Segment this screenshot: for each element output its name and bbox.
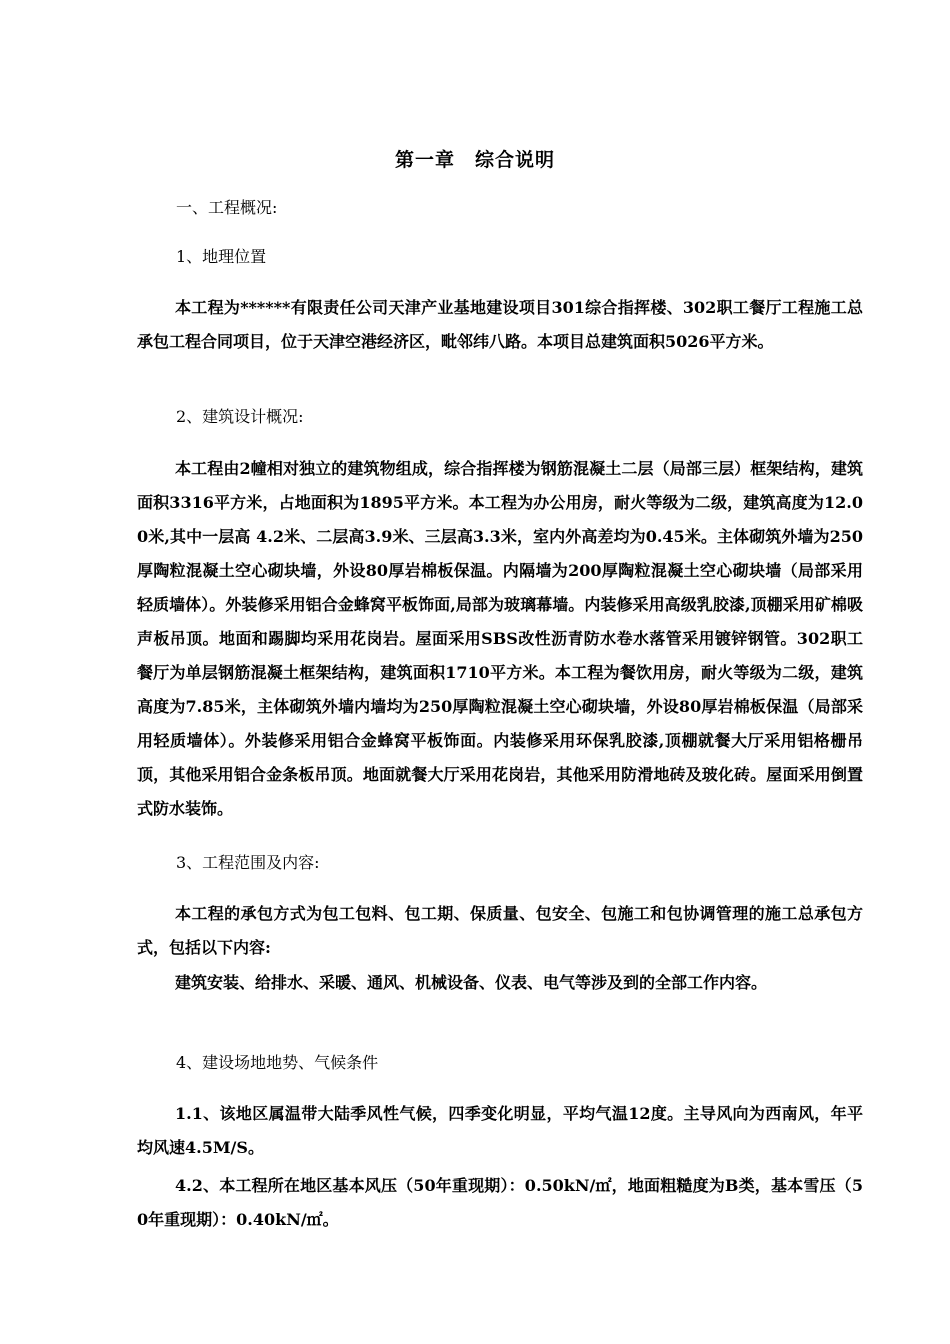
- paragraph-contract-mode: 本工程的承包方式为包工包料、包工期、保质量、包安全、包施工和包协调管理的施工总承包方式，包括以下内容:: [137, 904, 863, 957]
- section-heading-overview: 一、工程概况:: [176, 198, 278, 217]
- chapter-title: 第一章 综合说明: [394, 149, 555, 171]
- paragraph-design: 本工程由2幢相对独立的建筑物组成，综合指挥楼为钢筋混凝土二层（局部三层）框架结构，建筑面积3316平方米，占地面积为1895平方米。本工程为办公用房，耐火等级为二级，建筑高度为12.00米,其中一层高 4.2米、二层高3.9米、三层高3.3米，室内外高差均为0.45米。主体砌筑外墙为250厚陶粒混凝土空心砌块墙，外设80厚岩棉板保温。内隔墙为200厚陶粒混凝土空心砌块墙（局部采用轻质墙体）。外装修采用铝合金蜂窝平板饰面,局部为玻璃幕墙。内装修采用高级乳胶漆,顶棚采用矿棉吸声板吊顶。地面和踢脚均采用花岗岩。屋面采用SBS改性沥青防水卷水落管采用镀锌钢管。302职工餐厅为单层钢筋混凝土框架结构，建筑面积1710平方米。本工程为餐饮用房，耐火等级为二级，建筑高度为7.85米，主体砌筑外墙内墙均为250厚陶粒混凝土空心砌块墙，外设80厚岩棉板保温（局部采用轻质墙体）。外装修采用铝合金蜂窝平板饰面。内装修采用环保乳胶漆,顶棚就餐大厅采用铝格栅吊顶，其他采用铝合金条板吊顶。地面就餐大厅采用花岗岩，其他采用防滑地砖及玻化砖。屋面采用倒置式防水装饰。: [137, 459, 863, 818]
- paragraph-wind-snow-pressure: 4.2、本工程所在地区基本风压（50年重现期）：0.50kN/㎡，地面粗糙度为B类，基本雪压（50年重现期）：0.40kN/㎡。: [137, 1176, 863, 1229]
- paragraph-climate: 1.1、该地区属温带大陆季风性气候，四季变化明显，平均气温12度。主导风向为西南风，年平均风速4.5M/S。: [137, 1104, 863, 1157]
- paragraph-location: 本工程为******有限责任公司天津产业基地建设项目301综合指挥楼、302职工餐厅工程施工总承包工程合同项目，位于天津空港经济区，毗邻纬八路。本项目总建筑面积5026平方米。: [137, 298, 863, 351]
- section-heading-design: 2、建筑设计概况:: [176, 407, 304, 426]
- section-heading-scope: 3、工程范围及内容:: [176, 853, 320, 872]
- section-heading-climate: 4、建设场地地势、气候条件: [176, 1053, 379, 1072]
- section-heading-location: 1、地理位置: [176, 247, 267, 266]
- paragraph-scope-content: 建筑安装、给排水、采暖、通风、机械设备、仪表、电气等涉及到的全部工作内容。: [175, 973, 768, 992]
